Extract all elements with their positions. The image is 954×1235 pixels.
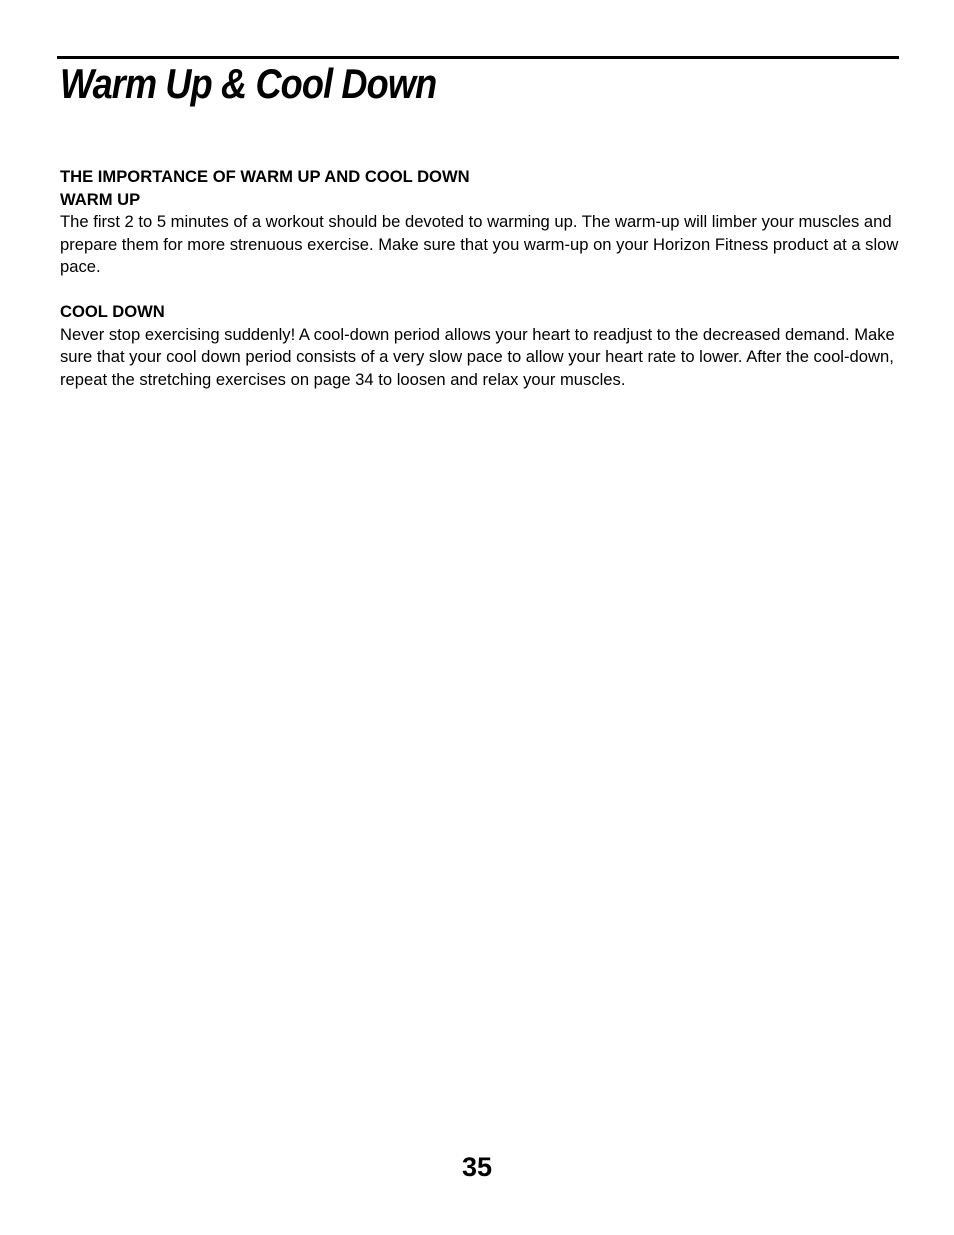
page-number: 35	[461, 1152, 493, 1182]
top-rule	[57, 56, 899, 59]
page-content	[60, 166, 902, 391]
cool-down-heading: COOL DOWN	[60, 302, 165, 321]
section-spacer	[60, 279, 902, 302]
page-title: Warm Up & Cool Down	[60, 60, 437, 107]
cool-down-paragraph: Never stop exercising suddenly! A cool-down period allows your heart to readjust to the decreased demand. Make sure that your cool down period consists of a very slow pace to allow your heart rate to lower. After the cool-down, repeat the stretching exercises on page 34 to loosen and relax your muscles.	[60, 324, 895, 389]
main-heading: THE IMPORTANCE OF WARM UP AND COOL DOWN	[60, 167, 470, 186]
warm-up-paragraph: The first 2 to 5 minutes of a workout should be devoted to warming up. The warm-up will limber your muscles and prepare them for more strenuous exercise. Make sure that you warm-up on your Horizon Fitness product at a slow pace.	[60, 212, 899, 276]
warm-up-heading: WARM UP	[60, 189, 141, 209]
